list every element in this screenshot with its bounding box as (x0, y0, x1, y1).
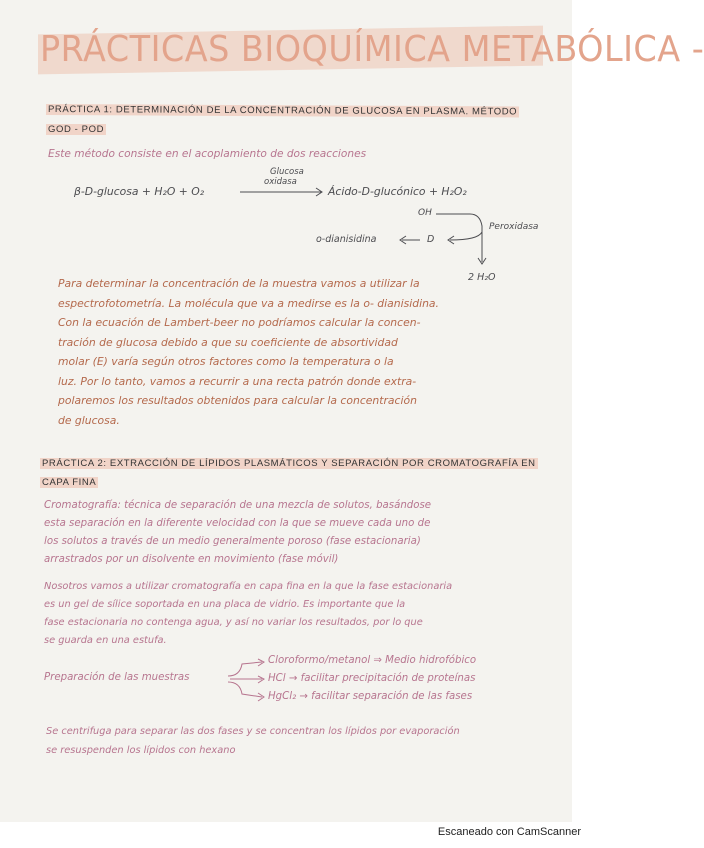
dianisidina-label: o-dianisidina (316, 234, 377, 245)
paragraph-line: polaremos los resultados obtenidos para calcular la concentración (58, 394, 417, 407)
paragraph-line: espectrofotometría. La molécula que va a medirse es la o- dianisidina. (58, 296, 439, 310)
paragraph-line: Nosotros vamos a utilizar cromatografía en capa fina en la que la fase estacionaria (44, 581, 453, 592)
practica1-intro: Este método consiste en el acoplamiento de dos reacciones (48, 148, 367, 160)
centrifuga-paragraph (46, 722, 566, 760)
definition-line: arrastrados por un disolvente en movimiento (fase móvil) (44, 554, 339, 565)
paragraph-line: se resuspenden los lípidos con hexano (46, 745, 236, 756)
list-item: Cloroformo/metanol ⇒ Medio hidrofóbico (268, 655, 477, 666)
water-label: 2 H₂O (468, 272, 496, 283)
paragraph-line: Se centrifuga para separar las dos fases y se concentran los lípidos por evaporación (46, 726, 460, 737)
definition-line: los solutos a través de un medio generalmente poroso (fase estacionaria) (44, 536, 421, 547)
practica2-heading-line2: CAPA FINA (42, 477, 97, 488)
d-label: D (427, 234, 435, 245)
camscanner-watermark: Escaneado con CamScanner (437, 826, 581, 838)
reaction-products: Ácido-D-glucónico + H₂O₂ (328, 185, 467, 198)
paragraph-line: fase estacionaria no contenga agua, y así no variar los resultados, por lo que (44, 617, 423, 628)
nosotros-paragraph (44, 578, 570, 650)
reaction-reactants: β-D-glucosa + H₂O + O₂ (74, 185, 205, 198)
paragraph-line: molar (E) varía según otros factores como la temperatura o la (58, 355, 394, 368)
enzyme-label-line1: Glucosa (270, 167, 304, 177)
enzyme-label-line2: oxidasa (264, 177, 297, 187)
cromatografia-definition (44, 497, 564, 569)
paragraph-line: tración de glucosa debido a que su coeficiente de absortividad (58, 335, 398, 349)
peroxidasa-label: Peroxidasa (489, 222, 539, 232)
paragraph-line: se guarda en una estufa. (44, 635, 167, 646)
definition-line: Cromatografía: técnica de separación de una mezcla de solutos, basándose (44, 500, 432, 511)
paragraph-line: es un gel de sílice soportada en una placa de vidrio. Es importante que la (44, 599, 406, 610)
practica2-heading (40, 458, 560, 488)
practica1-heading-line2: GOD - POD (48, 124, 105, 135)
paragraph-line: luz. Por lo tanto, vamos a recurrir a una recta patrón donde extra- (58, 374, 417, 388)
definition-line: esta separación en la diferente velocidad con la que se mueve cada uno de (44, 518, 431, 529)
list-item: HgCl₂ → facilitar separación de las fases (268, 691, 473, 702)
paragraph-line: Para determinar la concentración de la muestra vamos a utilizar la (58, 277, 420, 290)
practica1-heading-line1: PRÁCTICA 1: DETERMINACIÓN DE LA CONCENTRACIÓN DE GLUCOSA EN PLASMA. MÉTODO (46, 104, 519, 117)
preparacion-label: Preparación de las muestras (44, 672, 190, 683)
list-item: HCl → facilitar precipitación de proteínas (268, 673, 476, 684)
page-title: PRÁCTICAS BIOQUÍMICA METABÓLICA - (40, 29, 704, 70)
practica1-paragraph (58, 274, 548, 430)
oh-label: OH (418, 208, 432, 218)
practica2-heading-line1: PRÁCTICA 2: EXTRACCIÓN DE LÍPIDOS PLASMÁTICOS Y SEPARACIÓN POR CROMATOGRAFÍA EN (42, 458, 536, 469)
paragraph-line: de glucosa. (58, 413, 120, 427)
paragraph-line: Con la ecuación de Lambert-beer no podríamos calcular la concen- (58, 316, 421, 329)
preparacion-list (268, 652, 476, 706)
